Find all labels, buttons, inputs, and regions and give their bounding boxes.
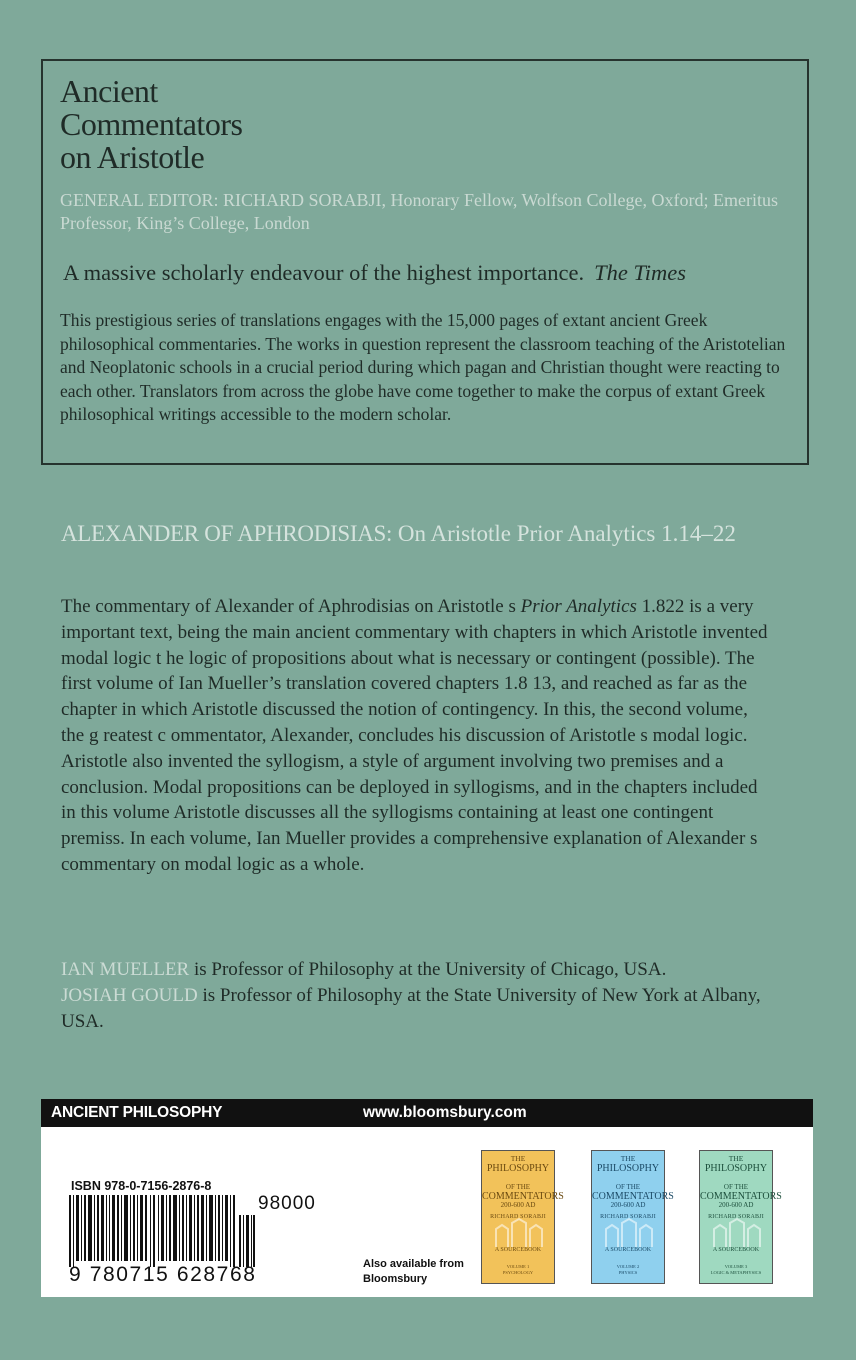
ruin-illustration (710, 1217, 764, 1247)
related-book-topic: PHYSICS (618, 1270, 638, 1275)
related-book-cover[interactable] (481, 1150, 564, 1284)
contributor-text: is Professor of Philosophy at the State University of New York at Albany, USA. (61, 984, 761, 1032)
category-label: ANCIENT PHILOSOPHY (51, 1104, 223, 1121)
related-book-title: PHILOSOPHY (704, 1163, 768, 1174)
description-rest: 1.822 is a very important text, being the main ancient commentary with chapters in which Aristotle invented modal logic t he logic of propositions about what is necessary or contingent (possible). The first volume of Ian Mueller’s translation covered chapters 1.8 13, and reached as far as the chapter in which Aristotle discussed the notion of contingency. In this, the second volume, the g reatest c ommentator, Alexander, concludes his discussion of Aristotle s modal logic. Aristotle also invented the syllogism, a style of argument involving two premises and a conclusion. Modal propositions can be deployed in syllogisms, and in the chapters included in this volume Aristotle discusses all the syllogisms containing at least one contingent premiss. In each volume, Ian Mueller provides a comprehensive explanation of Alexander s commentary on modal logic as a whole. (61, 596, 768, 875)
quote-source: The Times (594, 260, 686, 285)
related-book-cover[interactable] (591, 1150, 674, 1284)
price-code: 98000 (258, 1193, 316, 1214)
book-description (61, 594, 771, 878)
related-book-the: THE (510, 1154, 526, 1163)
related-book-years: 200-600 AD (500, 1201, 536, 1209)
series-box (41, 59, 809, 465)
related-book-volume-number: VOLUME 2 (616, 1264, 640, 1269)
contributor-text: is Professor of Philosophy at the University of Chicago, USA. (189, 959, 667, 980)
related-book-years: 200-600 AD (610, 1201, 646, 1209)
book-heading (61, 519, 801, 548)
related-book-of-the: OF THE (505, 1183, 531, 1191)
series-title-line: on Aristotle (60, 139, 205, 175)
related-book-subtitle: COMMENTATORS (592, 1191, 674, 1202)
description-work-title: Prior Analytics (520, 596, 637, 617)
related-book-years: 200-600 AD (718, 1201, 754, 1209)
description-start: The commentary of Alexander of Aphrodisias on Aristotle s (61, 596, 521, 617)
related-book-topic: PSYCHOLOGY (502, 1270, 534, 1275)
related-book-volume (592, 1264, 664, 1276)
related-book-the: THE (728, 1154, 744, 1163)
footer-panel (41, 1099, 813, 1297)
related-book-kind: A SOURCEBOOK (712, 1247, 760, 1253)
contributor-name: IAN MUELLER (61, 959, 190, 980)
ruin-illustration (602, 1217, 656, 1247)
category-band (41, 1099, 813, 1127)
book-author: ALEXANDER OF APHRODISIAS: (61, 521, 393, 546)
series-description: This prestigious series of translations engages with the 15,000 pages of extant ancient Greek philosophical commentaries. The works in question represent the classroom teaching of the Aristotelian and Neoplatonic schools in a crucial period during which pagan and Christian thought were reacting to each other. Translators from across the globe have come together to make the corpus of extant Greek philosophical writings accessible to the modern scholar. (60, 310, 786, 424)
general-editor: GENERAL EDITOR: RICHARD SORABJI, Honorary Fellow, Wolfson College, Oxford; Emeritus Professor, King’s College, London (60, 190, 779, 233)
related-book-volume (700, 1264, 772, 1276)
review-quote (63, 259, 803, 287)
contributor-name: JOSIAH GOULD (61, 984, 198, 1006)
series-title-line: Ancient (60, 73, 158, 109)
contributor-bios (61, 957, 801, 1034)
related-book-editor: RICHARD SORABJI (708, 1214, 764, 1220)
related-book-subtitle: COMMENTATORS (700, 1191, 782, 1202)
contributor-bio (61, 957, 801, 983)
contributor-bio (61, 983, 801, 1035)
isbn-label: ISBN 978-0-7156-2876-8 (71, 1179, 212, 1193)
related-book-editor: RICHARD SORABJI (490, 1214, 546, 1220)
related-book-volume-number: VOLUME 3 (724, 1264, 748, 1269)
related-book-the: THE (620, 1154, 636, 1163)
related-book-of-the: OF THE (615, 1183, 641, 1191)
also-available-label: Also available from Bloomsbury (363, 1258, 464, 1285)
barcode-digits: 9 780715 628768 (69, 1263, 257, 1286)
ruin-illustration (492, 1217, 546, 1247)
related-book-of-the: OF THE (723, 1183, 749, 1191)
series-title (60, 75, 242, 174)
related-book-title: PHILOSOPHY (596, 1163, 660, 1174)
related-book-cover[interactable] (699, 1150, 782, 1284)
related-book-kind: A SOURCEBOOK (494, 1247, 542, 1253)
related-book-topic: LOGIC & METAPHYSICS (710, 1270, 762, 1275)
related-book-volume (482, 1264, 554, 1276)
related-book-subtitle: COMMENTATORS (482, 1191, 564, 1202)
quote-text: A massive scholarly endeavour of the highest importance. (63, 260, 585, 285)
related-book-title: PHILOSOPHY (486, 1163, 550, 1174)
series-title-line: Commentators (60, 106, 243, 142)
related-book-volume-number: VOLUME 1 (506, 1264, 530, 1269)
barcode-graphic (69, 1195, 255, 1267)
publisher-url[interactable]: www.bloomsbury.com (363, 1104, 527, 1121)
related-book-kind: A SOURCEBOOK (604, 1247, 652, 1253)
book-title: On Aristotle Prior Analytics 1.14–22 (397, 521, 736, 546)
related-book-editor: RICHARD SORABJI (600, 1214, 656, 1220)
